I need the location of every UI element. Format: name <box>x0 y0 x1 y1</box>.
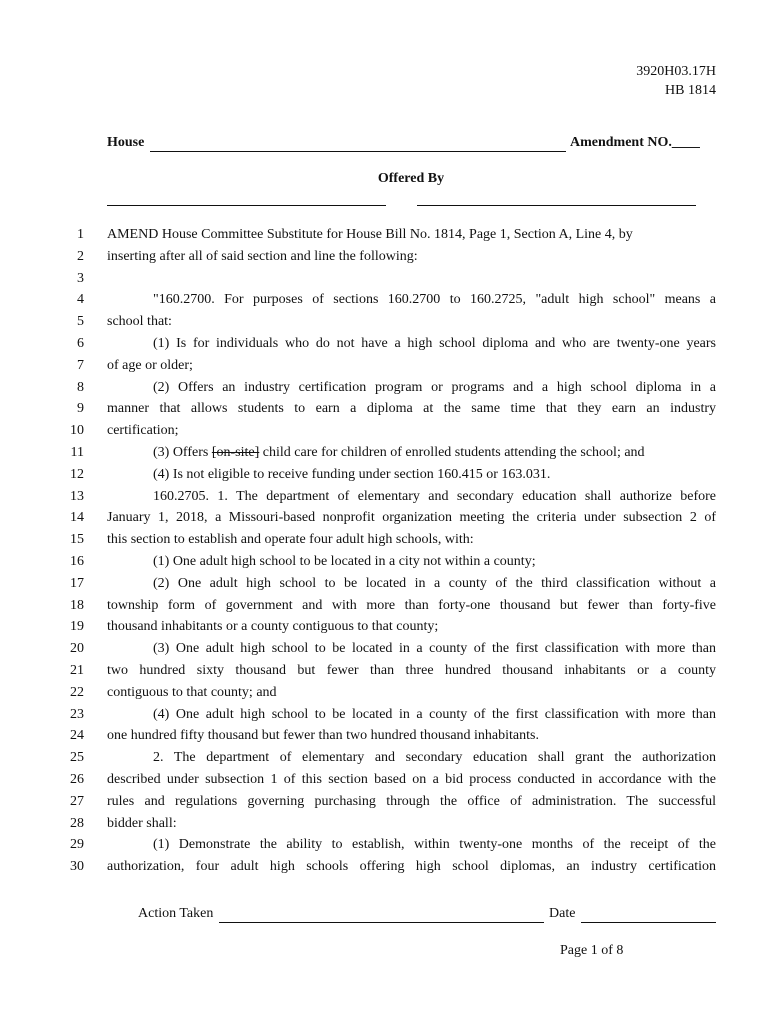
bill-number: HB 1814 <box>665 83 716 98</box>
line-text: school that: <box>107 314 172 330</box>
date-label: Date <box>549 906 576 921</box>
line-18 <box>0 595 770 617</box>
line-text: (2) Offers an industry certification program or programs and a high school diploma in a <box>153 379 716 395</box>
line-15 <box>0 529 770 551</box>
line-number: 11 <box>70 444 84 460</box>
line-text-part: child care for children of enrolled students attending the school; and <box>259 444 645 460</box>
line-8 <box>0 377 770 399</box>
line-text: (1) One adult high school to be located in a city not within a county; <box>153 553 536 569</box>
line-number: 10 <box>70 423 84 439</box>
line-number: 21 <box>70 662 84 678</box>
line-6 <box>0 333 770 355</box>
line-number: 3 <box>77 270 84 286</box>
line-number: 16 <box>70 553 84 569</box>
line-20 <box>0 638 770 660</box>
line-number: 9 <box>77 401 84 417</box>
line-27 <box>0 791 770 813</box>
line-13 <box>0 486 770 508</box>
line-number: 12 <box>70 466 84 482</box>
line-text: of age or older; <box>107 357 193 373</box>
offered-by-blank-right <box>417 205 696 206</box>
house-label: House <box>107 135 145 150</box>
line-19 <box>0 616 770 638</box>
line-number: 5 <box>77 314 84 330</box>
line-10 <box>0 420 770 442</box>
line-number: 8 <box>77 379 84 395</box>
line-12 <box>0 464 770 486</box>
line-26 <box>0 769 770 791</box>
line-number: 4 <box>77 292 84 308</box>
line-25 <box>0 747 770 769</box>
line-text: thousand inhabitants or a county contiguous to that county; <box>107 619 439 635</box>
amendment-body <box>0 224 770 878</box>
document-id: 3920H03.17H <box>636 64 716 79</box>
line-7 <box>0 355 770 377</box>
line-11 <box>0 442 770 464</box>
line-number: 28 <box>70 815 84 831</box>
line-number: 1 <box>77 227 84 242</box>
line-text: this section to establish and operate four adult high schools, with: <box>107 532 474 548</box>
line-number: 20 <box>70 641 84 657</box>
line-30 <box>0 856 770 878</box>
line-3 <box>0 268 770 290</box>
offered-by-label: Offered By <box>377 171 445 186</box>
line-22 <box>0 682 770 704</box>
line-number: 24 <box>70 728 84 744</box>
line-text: inserting after all of said section and line the following: <box>107 248 418 264</box>
line-number: 23 <box>70 706 84 722</box>
line-text: described under subsection 1 of this section based on a bid process conducted in accordance with the <box>107 771 716 787</box>
line-number: 19 <box>70 619 84 635</box>
line-number: 7 <box>77 357 84 373</box>
line-text: bidder shall: <box>107 815 177 831</box>
amendment-label: Amendment NO.____ <box>570 135 700 150</box>
action-taken-label: Action Taken <box>138 906 214 921</box>
date-blank <box>581 922 716 923</box>
line-17 <box>0 573 770 595</box>
line-text-part: (3) Offers <box>153 444 212 460</box>
line-text: (1) Demonstrate the ability to establish, within twenty-one months of the receipt of the <box>153 837 716 853</box>
line-text: (4) Is not eligible to receive funding under section 160.415 or 163.031. <box>153 466 551 482</box>
line-text <box>107 442 716 464</box>
line-24 <box>0 725 770 747</box>
line-number: 22 <box>70 684 84 700</box>
line-number: 15 <box>70 532 84 548</box>
line-text: (2) One adult high school to be located in a county of the third classification without a <box>153 575 716 591</box>
line-text: "160.2700. For purposes of sections 160.2700 to 160.2725, "adult high school" means a <box>153 292 716 308</box>
line-text: township form of government and with more than forty-one thousand but fewer than forty-five <box>107 597 716 613</box>
line-number: 6 <box>77 335 84 351</box>
line-28 <box>0 813 770 835</box>
line-text: AMEND House Committee Substitute for House Bill No. 1814, Page 1, Section A, Line 4, by <box>107 227 633 242</box>
line-number: 17 <box>70 575 84 591</box>
line-text: (4) One adult high school to be located in a county of the first classification with more than <box>153 706 716 722</box>
line-16 <box>0 551 770 573</box>
line-text: contiguous to that county; and <box>107 684 277 700</box>
line-number: 26 <box>70 771 84 787</box>
line-1 <box>0 224 770 246</box>
line-23 <box>0 704 770 726</box>
line-number: 2 <box>77 248 84 264</box>
line-number: 18 <box>70 597 84 613</box>
line-4 <box>0 289 770 311</box>
line-number: 30 <box>70 859 84 875</box>
line-number: 25 <box>70 750 84 766</box>
line-text: (1) Is for individuals who do not have a high school diploma and who are twenty-one years <box>153 335 716 351</box>
line-text: rules and regulations governing purchasing through the office of administration. The successful <box>107 793 716 809</box>
line-text: 2. The department of elementary and secondary education shall grant the authorization <box>153 750 716 766</box>
action-taken-blank <box>219 922 544 923</box>
line-9 <box>0 398 770 420</box>
line-14 <box>0 507 770 529</box>
line-21 <box>0 660 770 682</box>
line-text: January 1, 2018, a Missouri-based nonprofit organization meeting the criteria under subsection 2 of <box>107 510 716 526</box>
page-number: Page 1 of 8 <box>560 943 624 958</box>
line-text: 160.2705. 1. The department of elementary and secondary education shall authorize before <box>153 488 716 504</box>
line-29 <box>0 834 770 856</box>
line-text: manner that allows students to earn a diploma at the same time that they earn an industry <box>107 401 716 417</box>
struck-text: [on-site] <box>211 444 260 460</box>
line-5 <box>0 311 770 333</box>
line-text: one hundred fifty thousand but fewer than two hundred thousand inhabitants. <box>107 728 539 744</box>
house-blank <box>150 151 566 152</box>
line-number: 27 <box>70 793 84 809</box>
line-text: authorization, four adult high schools offering high school diplomas, an industry certification <box>107 859 716 875</box>
line-2 <box>0 246 770 268</box>
offered-by-blank-left <box>107 205 386 206</box>
line-number: 29 <box>70 837 84 853</box>
line-text: (3) One adult high school to be located in a county of the first classification with more than <box>153 641 716 657</box>
line-number: 13 <box>70 488 84 504</box>
line-text: two hundred sixty thousand but fewer than three hundred thousand inhabitants or a county <box>107 662 716 678</box>
line-number: 14 <box>70 510 84 526</box>
line-text: certification; <box>107 423 179 439</box>
